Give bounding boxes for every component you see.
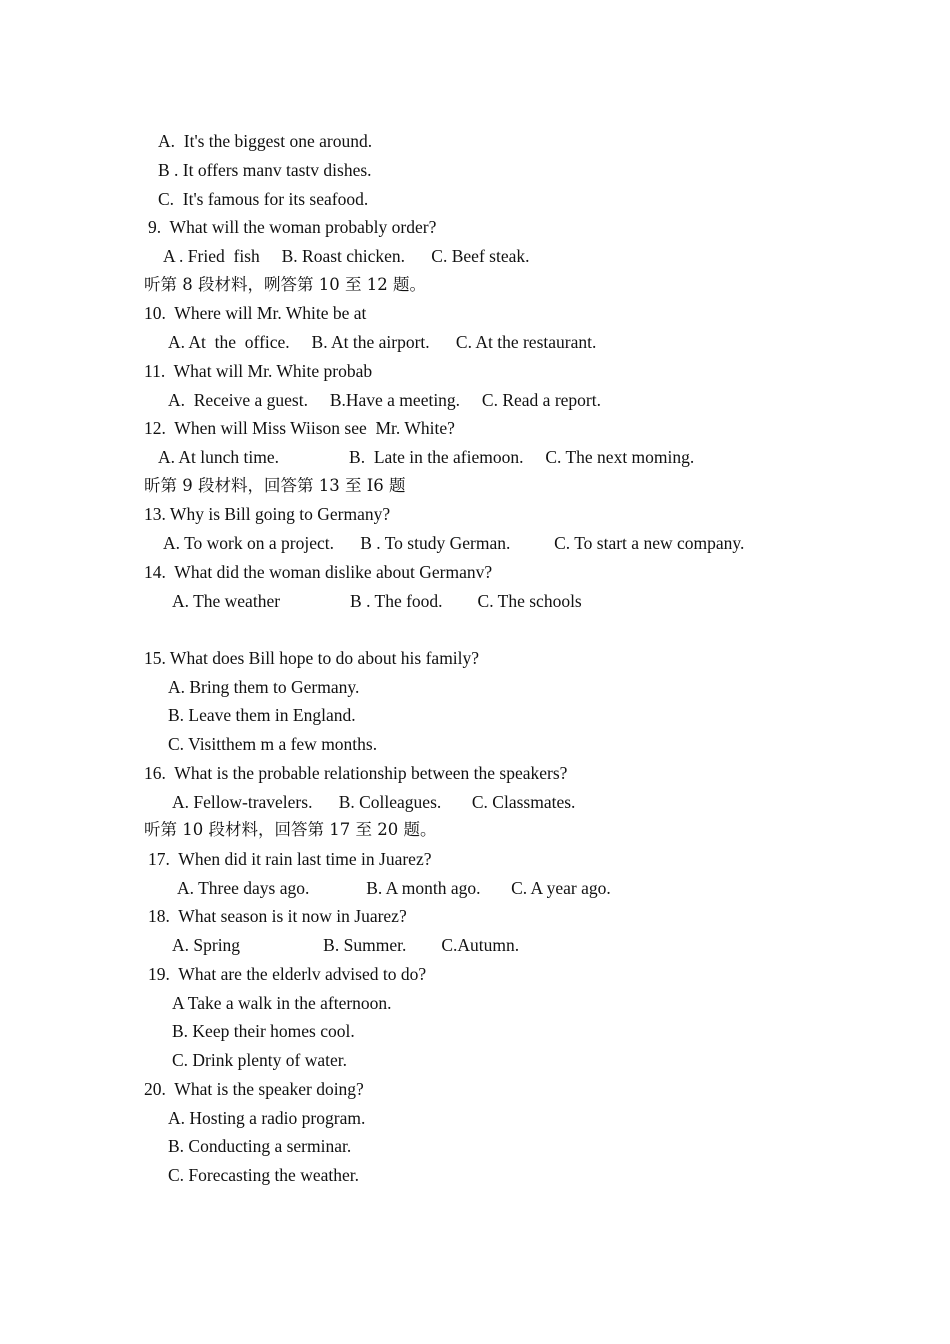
option-15b: B. Leave them in England. bbox=[168, 705, 356, 725]
question-13: 13. Why is Bill going to Germany? bbox=[144, 504, 391, 524]
section-heading-9: 昕第 9 段材料，回答第 13 至 I6 题 bbox=[144, 476, 406, 495]
options-10: A. At the office. B. At the airport. C. At the restaurant. bbox=[168, 332, 597, 352]
options-17: A. Three days ago. B. A month ago. C. A year ago. bbox=[177, 878, 611, 898]
option-19b: B. Keep their homes cool. bbox=[172, 1021, 355, 1041]
question-10: 10. Where will Mr. White be at bbox=[144, 303, 367, 323]
option-19c: C. Drink plenty of water. bbox=[172, 1050, 347, 1070]
section-heading-10: 听第 10 段材料，回答第 17 至 20 题。 bbox=[144, 820, 437, 839]
option-15c: C. Visitthem m a few months. bbox=[168, 734, 378, 754]
option-20b: B. Conducting a serminar. bbox=[168, 1136, 352, 1156]
option-20c: C. Forecasting the weather. bbox=[168, 1165, 359, 1185]
question-19: 19. What are the elderlv advised to do? bbox=[148, 964, 427, 984]
option-8a: A. It's the biggest one around. bbox=[158, 131, 373, 151]
options-14: A. The weather B . The food. C. The schools bbox=[172, 591, 582, 611]
option-20a: A. Hosting a radio program. bbox=[168, 1108, 366, 1128]
section-heading-8: 听第 8 段材料，咧答第 10 至 12 题。 bbox=[144, 275, 426, 294]
options-12: A. At lunch time. B. Late in the afiemoon. C. The next moming. bbox=[158, 447, 695, 467]
options-9: A . Fried fish B. Roast chicken. C. Beef steak. bbox=[163, 246, 530, 266]
options-18: A. Spring B. Summer. C.Autumn. bbox=[172, 935, 520, 955]
question-11: 11. What will Mr. White probab bbox=[144, 361, 373, 381]
question-9: 9. What will the woman probably order? bbox=[148, 217, 437, 237]
question-15: 15. What does Bill hope to do about his family? bbox=[144, 648, 480, 668]
option-8c: C. It's famous for its seafood. bbox=[158, 189, 369, 209]
question-20: 20. What is the speaker doing? bbox=[144, 1079, 364, 1099]
options-16: A. Fellow-travelers. B. Colleagues. C. Classmates. bbox=[172, 792, 576, 812]
options-11: A. Receive a guest. B.Have a meeting. C. Read a report. bbox=[168, 390, 601, 410]
question-14: 14. What did the woman dislike about Germanv? bbox=[144, 562, 493, 582]
option-19a: A Take a walk in the afternoon. bbox=[172, 993, 392, 1013]
option-8b: B . It offers manv tastv dishes. bbox=[158, 160, 372, 180]
options-13: A. To work on a project. B . To study German. C. To start a new company. bbox=[163, 533, 745, 553]
question-12: 12. When will Miss Wiison see Mr. White? bbox=[144, 418, 455, 438]
question-16: 16. What is the probable relationship between the speakers? bbox=[144, 763, 568, 783]
question-17: 17. When did it rain last time in Juarez? bbox=[148, 849, 432, 869]
option-15a: A. Bring them to Germany. bbox=[168, 677, 360, 697]
question-18: 18. What season is it now in Juarez? bbox=[148, 906, 407, 926]
